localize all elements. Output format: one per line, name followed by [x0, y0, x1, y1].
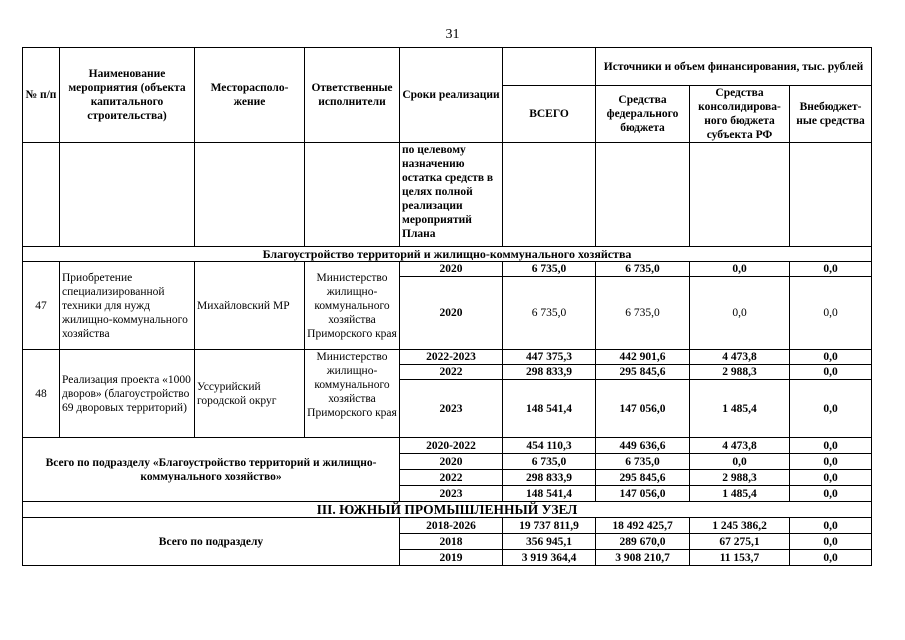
carryover-cell: [690, 143, 790, 247]
federal-cell: 295 845,6: [596, 365, 690, 380]
total-cell: 447 375,3: [503, 350, 596, 365]
federal-cell: 6 735,0: [596, 454, 690, 470]
year-cell: 2022: [400, 365, 503, 380]
row-number: 47: [23, 262, 60, 350]
year-cell: 2023: [400, 486, 503, 502]
extra-cell: 0,0: [790, 454, 872, 470]
regional-cell: 0,0: [690, 277, 790, 350]
year-cell: 2019: [400, 550, 503, 566]
regional-cell: 4 473,8: [690, 438, 790, 454]
header-federal: Средства федерального бюджета: [596, 86, 690, 143]
regional-cell: 1 245 386,2: [690, 518, 790, 534]
header-period: Сроки реализации: [400, 48, 503, 143]
carryover-cell: [60, 143, 195, 247]
section-title: Благоустройство территорий и жилищно-коммунального хозяйства: [23, 247, 872, 262]
regional-cell: 11 153,7: [690, 550, 790, 566]
extra-cell: 0,0: [790, 486, 872, 502]
header-total: ВСЕГО: [503, 86, 596, 143]
federal-cell: 6 735,0: [596, 277, 690, 350]
page-number: 31: [445, 27, 460, 42]
extra-cell: 0,0: [790, 262, 872, 277]
regional-cell: 2 988,3: [690, 470, 790, 486]
row-number: 48: [23, 350, 60, 438]
total-cell: 356 945,1: [503, 534, 596, 550]
header-num: № п/п: [23, 48, 60, 143]
total-cell: 6 735,0: [503, 277, 596, 350]
financing-table: [22, 47, 872, 566]
carryover-text: по целевому назначению остатка средств в целях полной реализации мероприятий Плана: [400, 143, 503, 247]
federal-cell: 442 901,6: [596, 350, 690, 365]
extra-cell: 0,0: [790, 380, 872, 438]
row-executor: Министерство жилищно-коммунального хозяйства Приморского края: [305, 350, 400, 438]
year-cell: 2023: [400, 380, 503, 438]
year-cell: 2020-2022: [400, 438, 503, 454]
extra-cell: 0,0: [790, 350, 872, 365]
carryover-cell: [305, 143, 400, 247]
extra-cell: 0,0: [790, 534, 872, 550]
regional-cell: 0,0: [690, 454, 790, 470]
carryover-cell: [596, 143, 690, 247]
federal-cell: 147 056,0: [596, 380, 690, 438]
header-blank: [503, 48, 596, 86]
federal-cell: 3 908 210,7: [596, 550, 690, 566]
header-consolidated: Средства консолидирова-ного бюджета субъекта РФ: [690, 86, 790, 143]
header-extrabudget: Внебюджет-ные средства: [790, 86, 872, 143]
extra-cell: 0,0: [790, 470, 872, 486]
extra-cell: 0,0: [790, 438, 872, 454]
total-cell: 6 735,0: [503, 454, 596, 470]
year-cell: 2018-2026: [400, 518, 503, 534]
extra-cell: 0,0: [790, 550, 872, 566]
year-cell: 2020: [400, 454, 503, 470]
federal-cell: 289 670,0: [596, 534, 690, 550]
total-cell: 148 541,4: [503, 380, 596, 438]
row-name: Реализация проекта «1000 дворов» (благоустройство 69 дворовых территорий): [60, 350, 195, 438]
federal-cell: 295 845,6: [596, 470, 690, 486]
row-executor: Министерство жилищно-коммунального хозяйства Приморского края: [305, 262, 400, 350]
year-cell: 2020: [400, 277, 503, 350]
extra-cell: 0,0: [790, 365, 872, 380]
extra-cell: 0,0: [790, 518, 872, 534]
year-cell: 2020: [400, 262, 503, 277]
federal-cell: 18 492 425,7: [596, 518, 690, 534]
regional-cell: 67 275,1: [690, 534, 790, 550]
header-sources: Источники и объем финансирования, тыс. рублей: [596, 48, 872, 86]
regional-cell: 1 485,4: [690, 380, 790, 438]
carryover-cell: [23, 143, 60, 247]
federal-cell: 6 735,0: [596, 262, 690, 277]
regional-cell: 0,0: [690, 262, 790, 277]
total-cell: 148 541,4: [503, 486, 596, 502]
regional-cell: 2 988,3: [690, 365, 790, 380]
row-name: Приобретение специализированной техники для нужд жилищно-коммунального хозяйства: [60, 262, 195, 350]
extra-cell: 0,0: [790, 277, 872, 350]
year-cell: 2022-2023: [400, 350, 503, 365]
carryover-cell: [790, 143, 872, 247]
total-cell: 3 919 364,4: [503, 550, 596, 566]
row-location: Уссурийский городской округ: [195, 350, 305, 438]
total-cell: 298 833,9: [503, 470, 596, 486]
federal-cell: 147 056,0: [596, 486, 690, 502]
total-cell: 19 737 811,9: [503, 518, 596, 534]
section-title: III. ЮЖНЫЙ ПРОМЫШЛЕННЫЙ УЗЕЛ: [23, 502, 872, 518]
regional-cell: 1 485,4: [690, 486, 790, 502]
carryover-cell: [503, 143, 596, 247]
header-name: Наименование мероприятия (объекта капитального строительства): [60, 48, 195, 143]
row-location: Михайловский МР: [195, 262, 305, 350]
total-cell: 454 110,3: [503, 438, 596, 454]
header-location: Месторасполо-жение: [195, 48, 305, 143]
carryover-cell: [195, 143, 305, 247]
year-cell: 2022: [400, 470, 503, 486]
year-cell: 2018: [400, 534, 503, 550]
total-cell: 6 735,0: [503, 262, 596, 277]
header-executors: Ответственные исполнители: [305, 48, 400, 143]
total-cell: 298 833,9: [503, 365, 596, 380]
federal-cell: 449 636,6: [596, 438, 690, 454]
subtotal-label: Всего по подразделу: [23, 518, 400, 566]
regional-cell: 4 473,8: [690, 350, 790, 365]
subtotal-label: Всего по подразделу «Благоустройство территорий и жилищно-коммунального хозяйство»: [23, 438, 400, 502]
